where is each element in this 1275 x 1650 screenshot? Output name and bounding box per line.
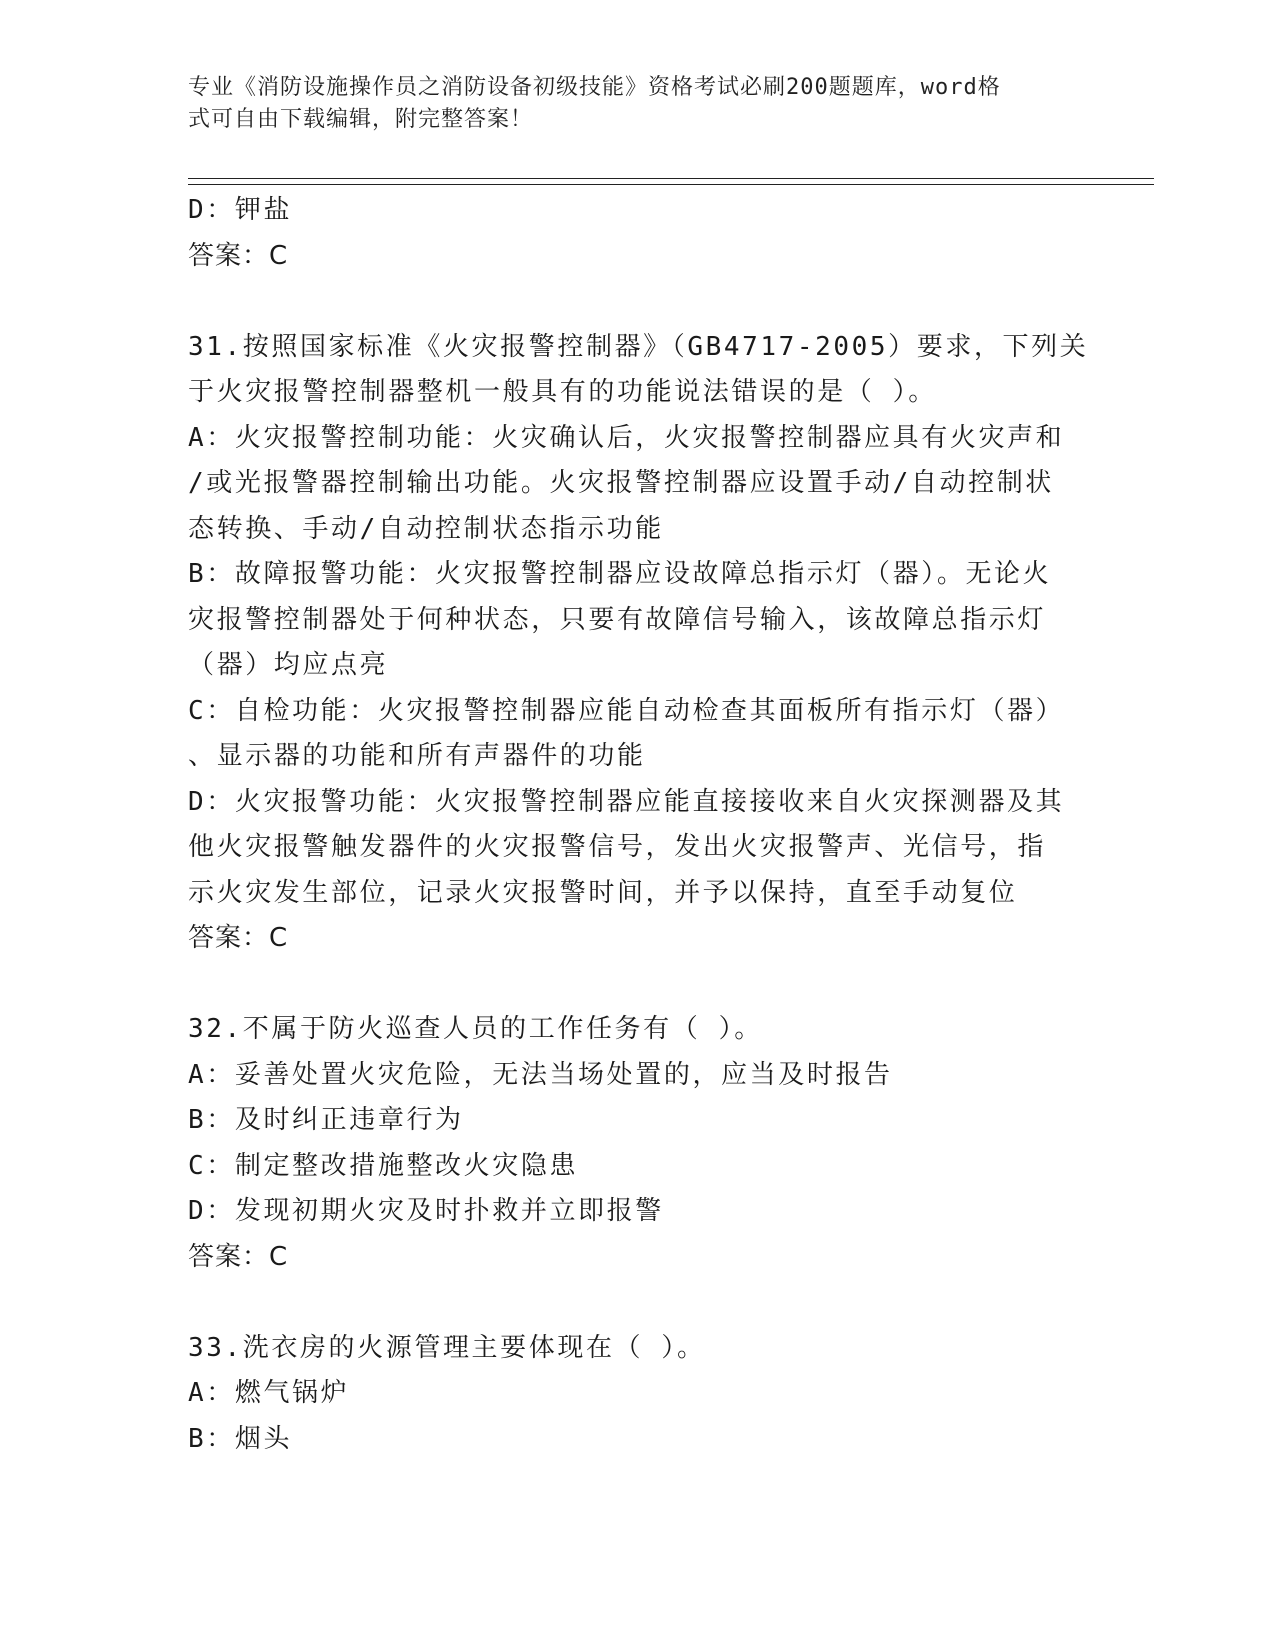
option-c: C：制定整改措施整改火灾隐患 [188,1150,579,1181]
question-33 [188,1326,1088,1463]
question-stem: 32.不属于防火巡查人员的工作任务有（ ）。 [188,1014,763,1044]
option-b: B：故障报警功能：火灾报警控制器应设故障总指示灯（器）。无论火 [188,559,1052,589]
question-32 [188,1007,1088,1280]
question-stem: 33.洗衣房的火源管理主要体现在（ ）。 [188,1332,706,1363]
option-a: A：妥善处置火灾危险，无法当场处置的，应当及时报告 [188,1059,893,1090]
option-b: 灾报警控制器处于何种状态，只要有故障信号输入，该故障总指示灯 [188,604,1047,635]
answer: 答案：C [188,1241,289,1272]
header-line-2: 式可自由下载编辑，附完整答案！ [188,107,534,132]
option-a: /或光报警器控制输出功能。火灾报警控制器应设置手动/自动控制状 [188,468,1054,498]
spacer [188,279,1088,325]
option-c: C：自检功能：火灾报警控制器应能自动检查其面板所有指示灯（器） [188,695,1065,726]
previous-question-tail [188,188,1088,279]
answer: 答案：C [188,923,289,953]
spacer [188,1280,1088,1326]
option-b: （器）均应点亮 [188,650,389,680]
option-c: 、显示器的功能和所有声器件的功能 [188,741,646,771]
option-b: B：及时纠正违章行为 [188,1105,464,1135]
answer: 答案：C [188,240,289,271]
option-a: A：火灾报警控制功能：火灾确认后，火灾报警控制器应具有火灾声和 [188,422,1065,453]
spacer [188,962,1088,1008]
option-d: D：发现初期火灾及时扑救并立即报警 [188,1196,664,1226]
option-d: D：钾盐 [188,195,293,225]
question-31 [188,325,1088,962]
header-divider [188,178,1154,185]
option-b: B：烟头 [188,1423,293,1454]
question-stem: 31.按照国家标准《火灾报警控制器》（GB4717-2005）要求，下列关 [188,331,1089,362]
option-a: 态转换、手动/自动控制状态指示功能 [188,513,664,544]
question-content [188,188,1088,1462]
option-d: D：火灾报警功能：火灾报警控制器应能直接接收来自火灾探测器及其 [188,786,1065,817]
option-d: 他火灾报警触发器件的火灾报警信号，发出火灾报警声、光信号，指 [188,832,1047,862]
document-header [188,72,1068,136]
question-stem: 于火灾报警控制器整机一般具有的功能说法错误的是（ ）。 [188,377,937,407]
header-line-1: 专业《消防设施操作员之消防设备初级技能》资格考试必刷200题题库，word格 [188,75,1001,100]
option-a: A：燃气锅炉 [188,1378,350,1408]
option-d: 示火灾发生部位，记录火灾报警时间，并予以保持，直至手动复位 [188,877,1018,908]
